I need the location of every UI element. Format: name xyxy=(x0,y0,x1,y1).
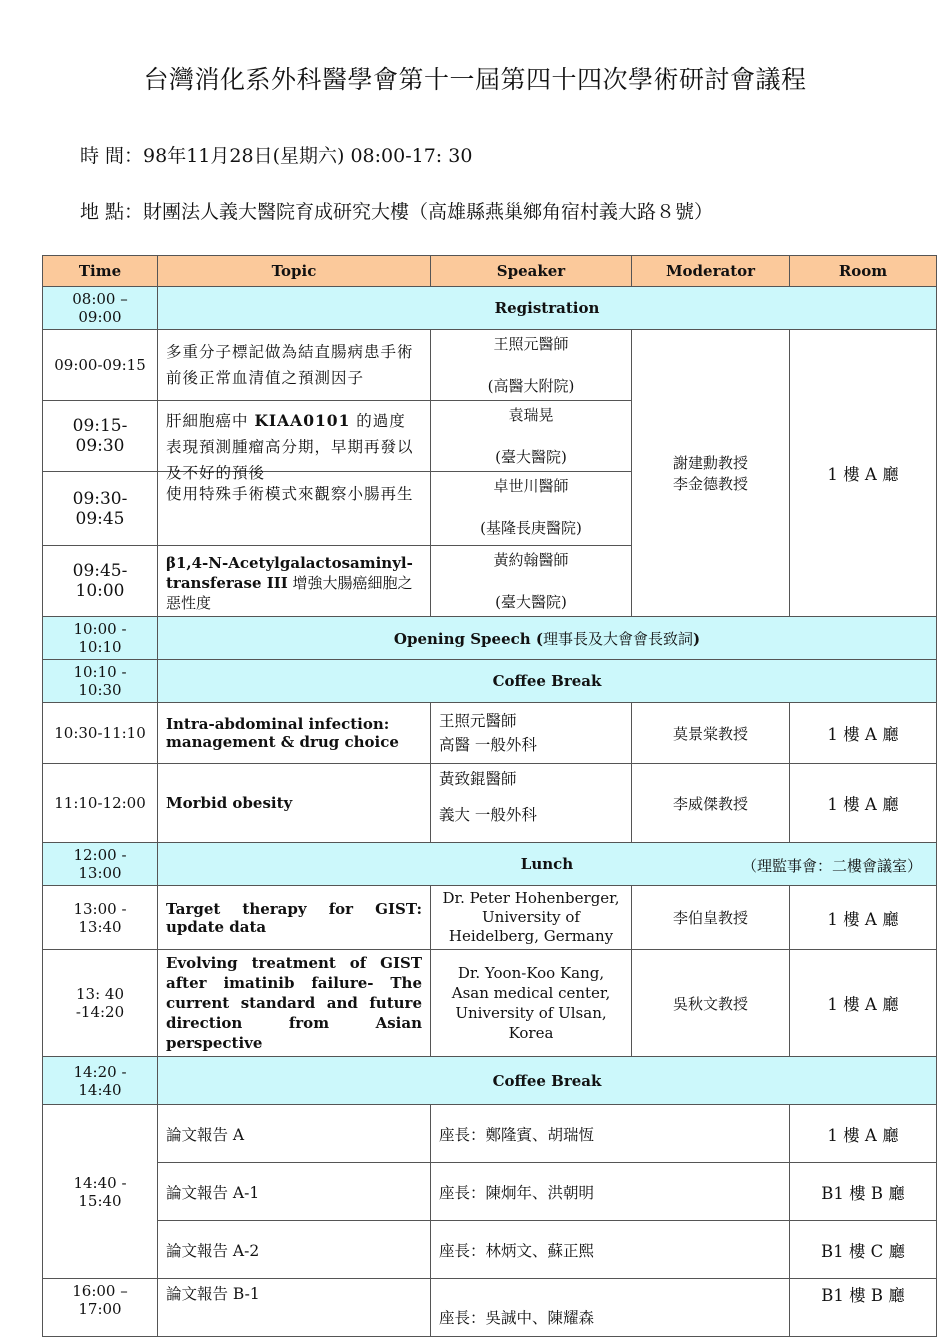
table-row xyxy=(43,1105,937,1163)
row-time: 13: 40 -14:20 xyxy=(43,950,158,1057)
topic-text: 增強大腸癌細胞之惡性度 xyxy=(166,574,413,612)
registration-label: Registration xyxy=(158,287,937,330)
opening-label-zh: 理事長及大會會長致詞 xyxy=(542,629,693,648)
chair-cell: 座長：吳誠中、陳耀森 xyxy=(431,1279,790,1337)
row-time: 11:10-12:00 xyxy=(43,764,158,843)
topic-cell: 論文報告 A-2 xyxy=(158,1221,431,1279)
header-room: Room xyxy=(790,256,937,287)
table-row xyxy=(43,287,937,330)
table-row xyxy=(43,1057,937,1105)
row-time: 09:15-09:30 xyxy=(43,401,158,472)
table-row xyxy=(43,950,937,1057)
room-cell: 1 樓 A 廳 xyxy=(790,330,937,617)
topic-cell: 論文報告 B-1 xyxy=(158,1279,431,1337)
topic-text: 肝細胞癌中 xyxy=(166,412,255,430)
table-row xyxy=(43,1279,937,1337)
row-time: 14:20 - 14:40 xyxy=(43,1057,158,1105)
topic-text: 的過度表現預測腫瘤高分期，早期再發以及不好的預後 xyxy=(166,412,414,482)
speaker-cell xyxy=(431,703,632,764)
header-speaker: Speaker xyxy=(431,256,632,287)
table-row xyxy=(43,886,937,950)
topic-cell: 論文報告 A xyxy=(158,1105,431,1163)
table-row xyxy=(43,843,937,886)
speaker-name: 卓世川醫師 xyxy=(493,477,569,495)
header-moderator: Moderator xyxy=(632,256,790,287)
row-time: 13:00 - 13:40 xyxy=(43,886,158,950)
speaker-cell: Dr. Yoon-Koo Kang, Asan medical center, University of Ulsan, Korea xyxy=(431,950,632,1057)
topic-cell xyxy=(158,546,431,617)
table-row xyxy=(43,617,937,660)
moderator-cell: 莫景棠教授 xyxy=(632,703,790,764)
lunch-label: Lunch xyxy=(520,855,574,873)
moderator-cell: 李伯皇教授 xyxy=(632,886,790,950)
page-title: 台灣消化系外科醫學會第十一屆第四十四次學術研討會議程 xyxy=(143,65,807,94)
header-topic: Topic xyxy=(158,256,431,287)
speaker-name: 黃約翰醫師 xyxy=(493,551,569,569)
speaker-name: 袁瑞晃 xyxy=(508,406,554,424)
row-time: 14:40 - 15:40 xyxy=(43,1105,158,1279)
speaker-name: 王照元醫師 xyxy=(493,335,569,353)
moderator-cell xyxy=(632,330,790,617)
gene-name: β1,4-N-Acetylgalactosaminyl-transferase III xyxy=(166,554,413,592)
gene-name: KIAA0101 xyxy=(254,411,351,430)
event-time xyxy=(80,141,472,168)
lunch-note: （理監事會：二樓會議室） xyxy=(741,857,922,875)
row-time: 08:00 – 09:00 xyxy=(43,287,158,330)
topic-cell: Morbid obesity xyxy=(158,764,431,843)
moderator-cell: 李威傑教授 xyxy=(632,764,790,843)
lunch-cell xyxy=(158,843,937,886)
row-time: 09:00-09:15 xyxy=(43,330,158,401)
row-time: 09:45-10:00 xyxy=(43,546,158,617)
speaker-name: 黃致錕醫師 xyxy=(439,770,517,788)
speaker-cell xyxy=(431,330,632,401)
speaker-cell xyxy=(431,764,632,843)
room-cell: B1 樓 B 廳 xyxy=(790,1163,937,1221)
speaker-cell xyxy=(431,401,632,472)
speaker-affiliation: 高醫 一般外科 xyxy=(439,736,537,754)
speaker-affiliation: (基隆長庚醫院) xyxy=(480,519,582,537)
row-time: 10:10 - 10:30 xyxy=(43,660,158,703)
room-cell: 1 樓 A 廳 xyxy=(790,764,937,843)
topic-text: 多重分子標記做為結直腸病患手術前後正常血清值之預測因子 xyxy=(166,343,414,387)
topic-cell xyxy=(158,472,431,546)
table-row xyxy=(43,1163,937,1221)
table-row xyxy=(43,764,937,843)
topic-cell xyxy=(158,401,431,482)
moderator-name: 謝建勳教授 xyxy=(672,454,748,472)
room-cell: 1 樓 A 廳 xyxy=(790,1105,937,1163)
topic-cell xyxy=(158,330,431,401)
place-label: 地 點： xyxy=(80,201,144,223)
room-cell: B1 樓 B 廳 xyxy=(790,1279,937,1337)
speaker-affiliation: (臺大醫院) xyxy=(495,593,567,611)
moderator-cell: 吳秋文教授 xyxy=(632,950,790,1057)
speaker-cell xyxy=(431,546,632,617)
coffee-break-label: Coffee Break xyxy=(158,1057,937,1105)
table-row xyxy=(43,703,937,764)
agenda-table xyxy=(42,255,937,1337)
chair-cell: 座長：鄭隆賓、胡瑞恆 xyxy=(431,1105,790,1163)
row-time: 16:00 – 17:00 xyxy=(43,1279,158,1337)
row-time: 12:00 - 13:00 xyxy=(43,843,158,886)
room-cell: 1 樓 A 廳 xyxy=(790,950,937,1057)
table-row xyxy=(43,330,937,401)
topic-cell: Intra-abdominal infection: management & drug choice xyxy=(158,703,431,764)
table-row xyxy=(43,660,937,703)
table-row xyxy=(43,1221,937,1279)
topic-cell: Evolving treatment of GIST after imatinib failure- The current standard and future direction from Asian perspective xyxy=(158,950,431,1057)
time-label: 時 間： xyxy=(80,145,144,167)
table-header-row xyxy=(43,256,937,287)
topic-text: 使用特殊手術模式來觀察小腸再生 xyxy=(166,484,414,503)
speaker-affiliation: (臺大醫院) xyxy=(495,448,567,466)
coffee-break-label: Coffee Break xyxy=(158,660,937,703)
event-place xyxy=(80,197,713,224)
speaker-cell: Dr. Peter Hohenberger, University of Heidelberg, Germany xyxy=(431,886,632,950)
topic-cell: 論文報告 A-1 xyxy=(158,1163,431,1221)
speaker-cell xyxy=(431,472,632,546)
speaker-affiliation: (高醫大附院) xyxy=(487,377,575,395)
moderator-name: 李金德教授 xyxy=(672,475,748,493)
time-value: 98年11月28日(星期六) 08:00-17: 30 xyxy=(143,145,473,167)
chair-cell: 座長：林炳文、蘇正熙 xyxy=(431,1221,790,1279)
row-time: 10:00 - 10:10 xyxy=(43,617,158,660)
room-cell: 1 樓 A 廳 xyxy=(790,886,937,950)
room-cell: 1 樓 A 廳 xyxy=(790,703,937,764)
opening-label-end: ) xyxy=(693,629,701,648)
opening-speech xyxy=(158,617,937,660)
room-cell: B1 樓 C 廳 xyxy=(790,1221,937,1279)
speaker-name: 王照元醫師 xyxy=(439,712,517,730)
speaker-affiliation: 義大 一般外科 xyxy=(439,806,537,824)
topic-cell: Target therapy for GIST: update data xyxy=(158,886,431,950)
place-value: 財團法人義大醫院育成研究大樓（高雄縣燕巢鄉角宿村義大路８號） xyxy=(143,201,714,223)
chair-cell: 座長：陳炯年、洪朝明 xyxy=(431,1163,790,1221)
header-time: Time xyxy=(43,256,158,287)
row-time: 09:30-09:45 xyxy=(43,472,158,546)
row-time: 10:30-11:10 xyxy=(43,703,158,764)
opening-label: Opening Speech ( xyxy=(393,629,543,648)
